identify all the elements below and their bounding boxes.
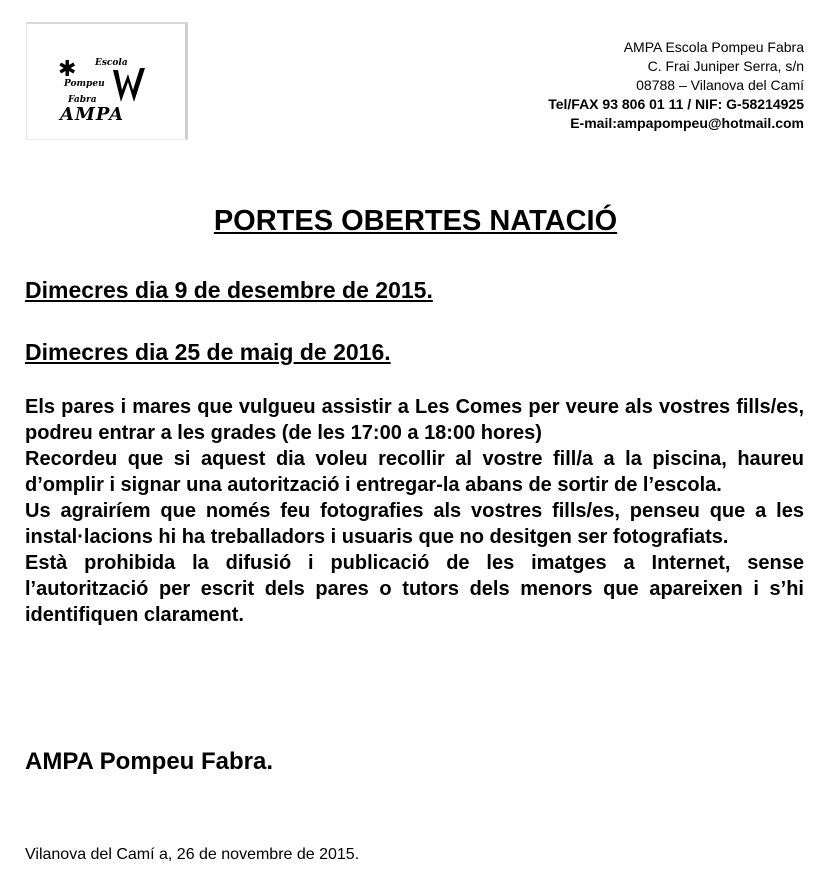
city-address: 08788 – Vilanova del Camí [636,77,804,93]
paragraph-internet: Està prohibida la difusió i publicació de les imatges a Internet, sense l’autorització per escrit dels pares o tutors dels menors que apareixen i s’hi identifiquen clarament. [25,552,804,626]
street-address: C. Frai Juniper Serra, s/n [647,58,804,74]
org-name: AMPA Escola Pompeu Fabra [623,39,804,55]
logo-mark-icon [111,66,147,106]
logo-text-pompeu: Pompeu [64,79,105,89]
paragraph-photos: Us agrairíem que només feu fotografies als vostres fills/es, penseu que a les instal·lacions hi ha treballadors i usuaris que no desitgen ser fotografiats. [25,500,804,548]
logo-text-escola: Escola [95,58,128,68]
email-address: E-mail:ampapompeu@hotmail.com [570,115,804,131]
notice-body [25,394,804,628]
logo-wordmark: AMPA [60,104,125,125]
phone-nif: Tel/FAX 93 806 01 11 / NIF: G-58214925 [548,96,804,112]
flower-icon: ✱ [58,56,77,81]
sender-address [548,38,804,133]
logo [26,22,188,140]
page-title: PORTES OBERTES NATACIÓ [213,205,618,237]
paragraph-pickup: Recordeu que si aquest dia voleu recollir al vostre fill/a a la piscina, haureu d’omplir i signar una autorització i entregar-la abans de sortir de l’escola. [25,448,804,496]
event-date-1: Dimecres dia 9 de desembre de 2015. [25,277,433,303]
place-and-date: Vilanova del Camí a, 26 de novembre de 2015. [25,846,360,863]
paragraph-attendance: Els pares i mares que vulgueu assistir a Les Comes per veure als vostres fills/es, podreu entrar a les grades (de les 17:00 a 18:00 hores) [25,396,804,444]
event-date-2: Dimecres dia 25 de maig de 2016. [25,339,391,365]
logo-text-fabra: Fabra [68,95,97,105]
signature: AMPA Pompeu Fabra. [25,748,274,775]
